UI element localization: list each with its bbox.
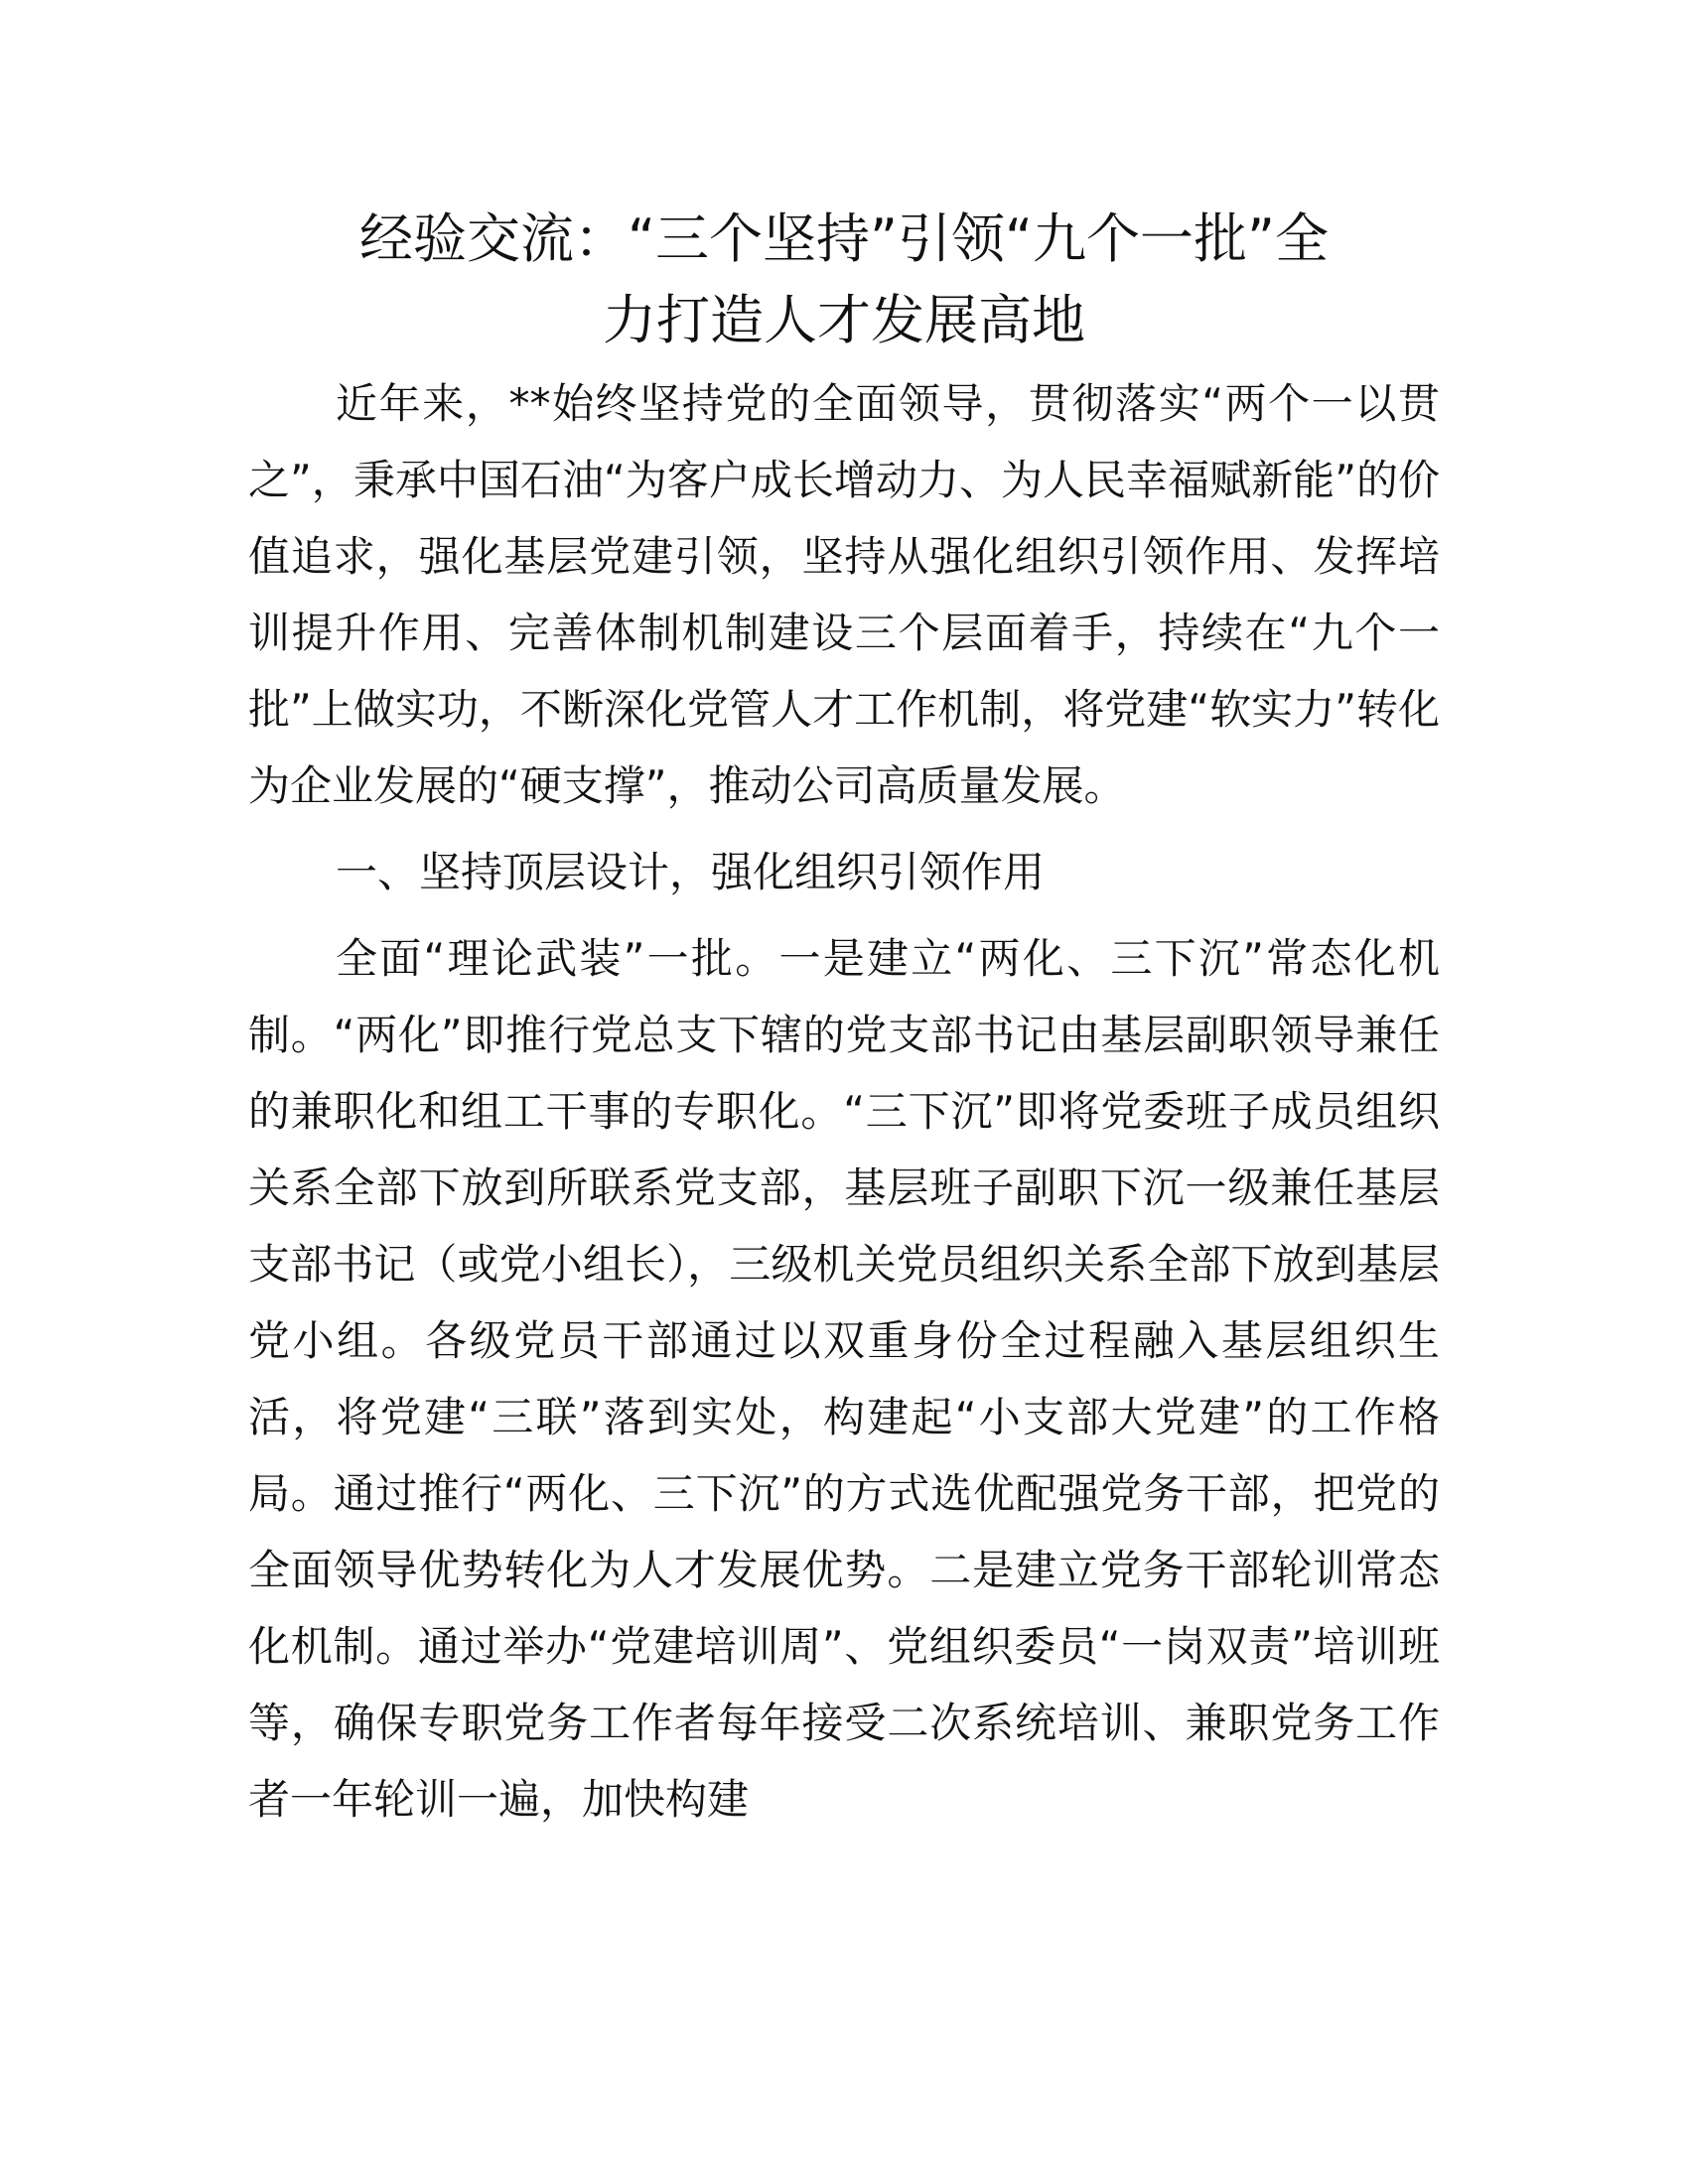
section-1-paragraph: 全面“理论武装”一批。一是建立“两化、三下沉”常态化机制。“两化”即推行党总支下辖的党支部书记由基层副职领导兼任的兼职化和组工干事的专职化。“三下沉”即将党委班子成员组织关系全部下放到所联系党支部，基层班子副职下沉一级兼任基层支部书记（或党小组长），三级机关党员组织关系全部下放到基层党小组。各级党员干部通过以双重身份全过程融入基层组织生活，将党建“三联”落到实处，构建起“小支部大党建”的工作格局。通过推行“两化、三下沉”的方式选优配强党务干部，把党的全面领导优势转化为人才发展优势。二是建立党务干部轮训常态化机制。通过举办“党建培训周”、党组织委员“一岗双责”培训班等，确保专职党务工作者每年接受二次系统培训、兼职党务工作者一年轮训一遍，加快构建 — [248, 934, 1440, 1824]
intro-paragraph: 近年来，**始终坚持党的全面领导，贯彻落实“两个一以贯之”，秉承中国石油“为客户成长增动力、为人民幸福赋新能”的价值追求，强化基层党建引领，坚持从强化组织引领作用、发挥培训提升作用、完善体制机制建设三个层面着手，持续在“九个一批”上做实功，不断深化党管人才工作机制，将党建“软实力”转化为企业发展的“硬支撑”，推动公司高质量发展。 — [248, 379, 1440, 810]
document-title-line-1: 经验交流：“三个坚持”引领“九个一批”全 — [359, 207, 1329, 270]
document-content — [248, 199, 1440, 1838]
document-title — [248, 199, 1440, 361]
section-1-heading: 一、坚持顶层设计，强化组织引领作用 — [336, 848, 1046, 896]
document-title-line-2: 力打造人才发展高地 — [603, 289, 1085, 351]
